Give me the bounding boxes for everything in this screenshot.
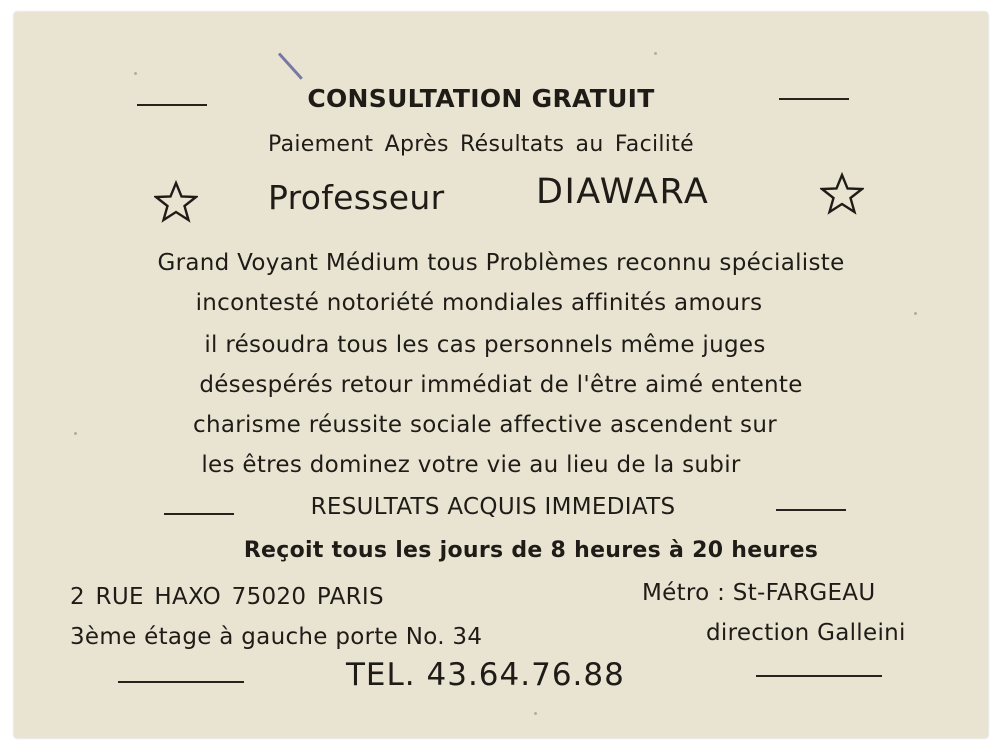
professor-name: DIAWARA (536, 172, 710, 212)
paper-speck (654, 52, 657, 55)
phone-number: TEL. 43.64.76.88 (346, 657, 625, 693)
paper-speck (534, 712, 537, 715)
description-line-2: incontesté notoriété mondiales affinités amours (195, 290, 763, 316)
business-card (14, 12, 988, 738)
name-title: Professeur (268, 178, 445, 217)
description-line-3: il résoudra tous les cas personnels même juges (204, 332, 766, 358)
description-line-1: Grand Voyant Médium tous Problèmes reconnu spécialiste (157, 250, 845, 276)
phone-rule-left (118, 681, 244, 683)
phone-rule-right (756, 675, 882, 677)
metro-line-1: Métro : St-FARGEAU (642, 580, 876, 606)
pen-mark (278, 52, 303, 79)
address-line-2: 3ème étage à gauche porte No. 34 (70, 624, 483, 650)
results-line: RESULTATS ACQUIS IMMEDIATS (310, 494, 676, 520)
star-outline-icon (820, 172, 864, 216)
description-line-5: charisme réussite sociale affective ascendent sur (193, 412, 777, 438)
star-outline-icon (154, 180, 198, 224)
heading: CONSULTATION GRATUIT (307, 84, 655, 113)
description-line-4: désespérés retour immédiat de l'être aimé entente (199, 372, 803, 398)
subheading: Paiement Après Résultats au Facilité (268, 132, 694, 157)
metro-line-2: direction Galleini (706, 620, 906, 646)
hours-line: Reçoit tous les jours de 8 heures à 20 heures (243, 538, 819, 563)
address-line-1: 2 RUE HAXO 75020 PARIS (70, 584, 384, 610)
paper-speck (134, 72, 137, 75)
description-line-6: les êtres dominez votre vie au lieu de la subir (201, 452, 741, 478)
